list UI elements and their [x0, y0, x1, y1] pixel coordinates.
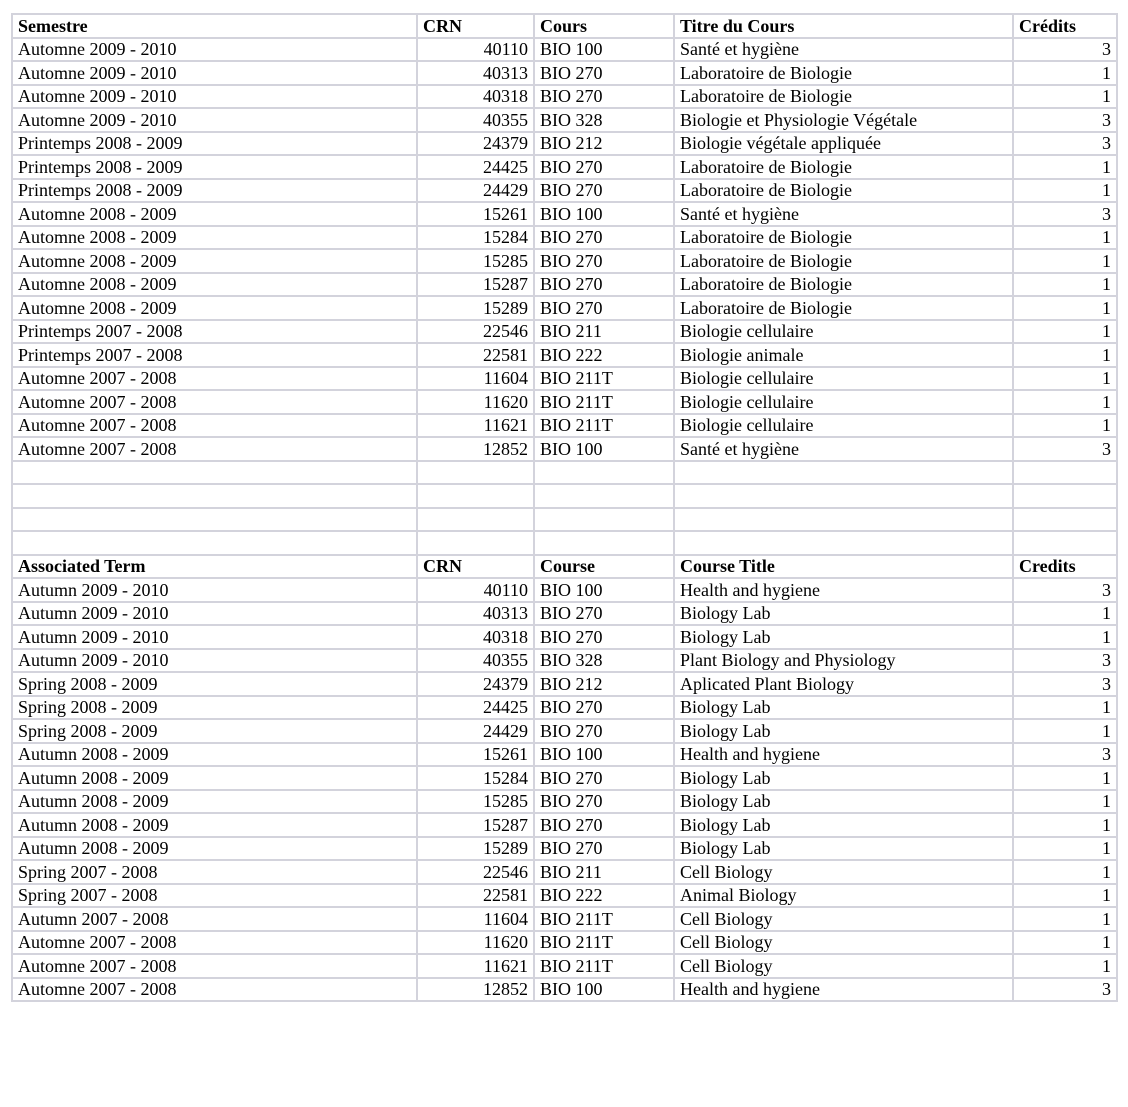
cell-crn[interactable]: 40110: [417, 578, 534, 602]
cell-title[interactable]: Laboratoire de Biologie: [674, 226, 1013, 250]
cell-credits[interactable]: 1: [1013, 343, 1117, 367]
table-row: [12, 249, 1117, 273]
english-header-row: [12, 555, 1117, 579]
table-row: [12, 837, 1117, 861]
cell-crn[interactable]: 15285: [417, 249, 534, 273]
cell-term[interactable]: Automne 2008 - 2009: [12, 226, 417, 250]
cell-course[interactable]: BIO 100: [534, 743, 674, 767]
empty-cell[interactable]: [1013, 531, 1117, 555]
cell-course[interactable]: BIO 270: [534, 790, 674, 814]
cell-crn[interactable]: 40355: [417, 649, 534, 673]
cell-credits[interactable]: 1: [1013, 954, 1117, 978]
table-row: [12, 226, 1117, 250]
cell-course[interactable]: BIO 270: [534, 249, 674, 273]
cell-crn[interactable]: 40318: [417, 625, 534, 649]
empty-cell[interactable]: [417, 461, 534, 485]
empty-cell[interactable]: [12, 531, 417, 555]
cell-term[interactable]: Automne 2007 - 2008: [12, 954, 417, 978]
cell-credits[interactable]: 3: [1013, 108, 1117, 132]
cell-title[interactable]: Health and hygiene: [674, 978, 1013, 1002]
cell-credits[interactable]: 1: [1013, 719, 1117, 743]
header-cell-crn[interactable]: CRN: [417, 14, 534, 38]
cell-course[interactable]: BIO 270: [534, 273, 674, 297]
table-row: [12, 390, 1117, 414]
cell-credits[interactable]: 3: [1013, 132, 1117, 156]
table-row: [12, 61, 1117, 85]
cell-title[interactable]: Biology Lab: [674, 719, 1013, 743]
cell-term[interactable]: Autumn 2007 - 2008: [12, 907, 417, 931]
cell-title[interactable]: Laboratoire de Biologie: [674, 296, 1013, 320]
cell-term[interactable]: Autumn 2008 - 2009: [12, 813, 417, 837]
cell-credits[interactable]: 1: [1013, 766, 1117, 790]
empty-cell[interactable]: [674, 461, 1013, 485]
cell-crn[interactable]: 24379: [417, 672, 534, 696]
cell-credits[interactable]: 1: [1013, 155, 1117, 179]
cell-course[interactable]: BIO 212: [534, 132, 674, 156]
table-row: [12, 931, 1117, 955]
cell-crn[interactable]: 24379: [417, 132, 534, 156]
cell-credits[interactable]: 1: [1013, 837, 1117, 861]
cell-credits[interactable]: 1: [1013, 390, 1117, 414]
table-row: [12, 367, 1117, 391]
header-cell-term[interactable]: Semestre: [12, 14, 417, 38]
cell-crn[interactable]: 12852: [417, 978, 534, 1002]
cell-course[interactable]: BIO 211: [534, 320, 674, 344]
cell-term[interactable]: Spring 2007 - 2008: [12, 884, 417, 908]
cell-course[interactable]: BIO 222: [534, 884, 674, 908]
cell-course[interactable]: BIO 270: [534, 625, 674, 649]
cell-title[interactable]: Laboratoire de Biologie: [674, 155, 1013, 179]
cell-crn[interactable]: 22581: [417, 343, 534, 367]
cell-course[interactable]: BIO 211T: [534, 414, 674, 438]
cell-course[interactable]: BIO 100: [534, 978, 674, 1002]
cell-term[interactable]: Spring 2008 - 2009: [12, 719, 417, 743]
cell-credits[interactable]: 1: [1013, 414, 1117, 438]
empty-cell[interactable]: [674, 531, 1013, 555]
cell-credits[interactable]: 1: [1013, 602, 1117, 626]
header-cell-title[interactable]: Titre du Cours: [674, 14, 1013, 38]
cell-course[interactable]: BIO 100: [534, 437, 674, 461]
cell-crn[interactable]: 12852: [417, 437, 534, 461]
cell-crn[interactable]: 22546: [417, 320, 534, 344]
table-row: [12, 766, 1117, 790]
cell-credits[interactable]: 1: [1013, 179, 1117, 203]
cell-title[interactable]: Health and hygiene: [674, 578, 1013, 602]
cell-course[interactable]: BIO 328: [534, 649, 674, 673]
cell-credits[interactable]: 1: [1013, 790, 1117, 814]
cell-course[interactable]: BIO 270: [534, 696, 674, 720]
cell-course[interactable]: BIO 100: [534, 38, 674, 62]
empty-cell[interactable]: [1013, 484, 1117, 508]
cell-term[interactable]: Printemps 2008 - 2009: [12, 155, 417, 179]
cell-term[interactable]: Automne 2007 - 2008: [12, 978, 417, 1002]
cell-crn[interactable]: 15287: [417, 273, 534, 297]
cell-title[interactable]: Biologie cellulaire: [674, 390, 1013, 414]
cell-course[interactable]: BIO 270: [534, 61, 674, 85]
cell-crn[interactable]: 40355: [417, 108, 534, 132]
cell-credits[interactable]: 3: [1013, 437, 1117, 461]
cell-term[interactable]: Spring 2007 - 2008: [12, 860, 417, 884]
cell-term[interactable]: Printemps 2007 - 2008: [12, 343, 417, 367]
cell-credits[interactable]: 1: [1013, 61, 1117, 85]
cell-title[interactable]: Aplicated Plant Biology: [674, 672, 1013, 696]
cell-course[interactable]: BIO 270: [534, 226, 674, 250]
cell-credits[interactable]: 1: [1013, 249, 1117, 273]
french-header-row: [12, 14, 1117, 38]
table-row: [12, 907, 1117, 931]
empty-cell[interactable]: [1013, 461, 1117, 485]
spreadsheet-body: [12, 14, 1117, 1001]
cell-credits[interactable]: 1: [1013, 273, 1117, 297]
cell-credits[interactable]: 1: [1013, 85, 1117, 109]
empty-cell[interactable]: [534, 461, 674, 485]
cell-course[interactable]: BIO 100: [534, 202, 674, 226]
cell-term[interactable]: Autumn 2009 - 2010: [12, 578, 417, 602]
cell-course[interactable]: BIO 270: [534, 155, 674, 179]
cell-course[interactable]: BIO 211T: [534, 954, 674, 978]
cell-credits[interactable]: 1: [1013, 907, 1117, 931]
cell-title[interactable]: Cell Biology: [674, 860, 1013, 884]
cell-credits[interactable]: 1: [1013, 320, 1117, 344]
cell-title[interactable]: Biology Lab: [674, 602, 1013, 626]
cell-title[interactable]: Biology Lab: [674, 625, 1013, 649]
cell-course[interactable]: BIO 211T: [534, 390, 674, 414]
cell-credits[interactable]: 3: [1013, 978, 1117, 1002]
cell-title[interactable]: Laboratoire de Biologie: [674, 85, 1013, 109]
cell-course[interactable]: BIO 270: [534, 85, 674, 109]
cell-term[interactable]: Automne 2007 - 2008: [12, 414, 417, 438]
cell-crn[interactable]: 40110: [417, 38, 534, 62]
cell-title[interactable]: Biology Lab: [674, 790, 1013, 814]
cell-title[interactable]: Santé et hygiène: [674, 38, 1013, 62]
cell-crn[interactable]: 24425: [417, 696, 534, 720]
cell-crn[interactable]: 24425: [417, 155, 534, 179]
table-row: [12, 860, 1117, 884]
cell-course[interactable]: BIO 211T: [534, 931, 674, 955]
empty-cell[interactable]: [534, 508, 674, 532]
cell-term[interactable]: Autumn 2009 - 2010: [12, 602, 417, 626]
cell-crn[interactable]: 40313: [417, 61, 534, 85]
cell-crn[interactable]: 15289: [417, 296, 534, 320]
cell-term[interactable]: Automne 2007 - 2008: [12, 437, 417, 461]
table-row: [12, 672, 1117, 696]
header-cell-crn[interactable]: CRN: [417, 555, 534, 579]
empty-row: [12, 461, 1117, 485]
empty-cell[interactable]: [534, 484, 674, 508]
cell-title[interactable]: Cell Biology: [674, 931, 1013, 955]
cell-credits[interactable]: 1: [1013, 860, 1117, 884]
cell-title[interactable]: Biology Lab: [674, 766, 1013, 790]
cell-crn[interactable]: 40313: [417, 602, 534, 626]
empty-row: [12, 484, 1117, 508]
table-row: [12, 884, 1117, 908]
cell-course[interactable]: BIO 270: [534, 766, 674, 790]
cell-credits[interactable]: 3: [1013, 202, 1117, 226]
cell-term[interactable]: Automne 2007 - 2008: [12, 931, 417, 955]
cell-credits[interactable]: 3: [1013, 578, 1117, 602]
table-row: [12, 414, 1117, 438]
cell-title[interactable]: Cell Biology: [674, 954, 1013, 978]
cell-crn[interactable]: 15284: [417, 226, 534, 250]
cell-term[interactable]: Automne 2009 - 2010: [12, 85, 417, 109]
cell-title[interactable]: Biologie végétale appliquée: [674, 132, 1013, 156]
table-row: [12, 343, 1117, 367]
cell-term[interactable]: Automne 2008 - 2009: [12, 273, 417, 297]
cell-title[interactable]: Biology Lab: [674, 696, 1013, 720]
cell-title[interactable]: Laboratoire de Biologie: [674, 273, 1013, 297]
table-row: [12, 179, 1117, 203]
cell-credits[interactable]: 1: [1013, 367, 1117, 391]
cell-credits[interactable]: 1: [1013, 931, 1117, 955]
empty-cell[interactable]: [674, 508, 1013, 532]
cell-course[interactable]: BIO 212: [534, 672, 674, 696]
cell-term[interactable]: Automne 2007 - 2008: [12, 367, 417, 391]
cell-course[interactable]: BIO 270: [534, 837, 674, 861]
cell-title[interactable]: Biologie cellulaire: [674, 414, 1013, 438]
table-row: [12, 625, 1117, 649]
cell-credits[interactable]: 3: [1013, 672, 1117, 696]
empty-row: [12, 531, 1117, 555]
cell-course[interactable]: BIO 270: [534, 719, 674, 743]
cell-title[interactable]: Biologie cellulaire: [674, 367, 1013, 391]
table-row: [12, 38, 1117, 62]
table-row: [12, 649, 1117, 673]
cell-credits[interactable]: 1: [1013, 813, 1117, 837]
cell-crn[interactable]: 15285: [417, 790, 534, 814]
cell-credits[interactable]: 3: [1013, 649, 1117, 673]
cell-title[interactable]: Laboratoire de Biologie: [674, 179, 1013, 203]
empty-cell[interactable]: [674, 484, 1013, 508]
header-cell-credits[interactable]: Credits: [1013, 555, 1117, 579]
cell-title[interactable]: Biologie cellulaire: [674, 320, 1013, 344]
cell-crn[interactable]: 15289: [417, 837, 534, 861]
cell-term[interactable]: Printemps 2008 - 2009: [12, 179, 417, 203]
empty-cell[interactable]: [12, 484, 417, 508]
empty-row: [12, 508, 1117, 532]
table-row: [12, 273, 1117, 297]
cell-crn[interactable]: 15261: [417, 743, 534, 767]
cell-crn[interactable]: 11604: [417, 367, 534, 391]
empty-cell[interactable]: [1013, 508, 1117, 532]
cell-credits[interactable]: 1: [1013, 296, 1117, 320]
cell-term[interactable]: Automne 2008 - 2009: [12, 249, 417, 273]
cell-crn[interactable]: 22546: [417, 860, 534, 884]
cell-course[interactable]: BIO 222: [534, 343, 674, 367]
table-row: [12, 743, 1117, 767]
empty-cell[interactable]: [12, 461, 417, 485]
cell-title[interactable]: Laboratoire de Biologie: [674, 61, 1013, 85]
cell-credits[interactable]: 1: [1013, 884, 1117, 908]
cell-course[interactable]: BIO 211: [534, 860, 674, 884]
cell-title[interactable]: Biologie et Physiologie Végétale: [674, 108, 1013, 132]
cell-credits[interactable]: 3: [1013, 743, 1117, 767]
table-row: [12, 696, 1117, 720]
table-row: [12, 790, 1117, 814]
table-row: [12, 132, 1117, 156]
cell-title[interactable]: Biology Lab: [674, 837, 1013, 861]
cell-title[interactable]: Cell Biology: [674, 907, 1013, 931]
cell-term[interactable]: Autumn 2009 - 2010: [12, 649, 417, 673]
table-row: [12, 954, 1117, 978]
cell-title[interactable]: Santé et hygiène: [674, 202, 1013, 226]
cell-title[interactable]: Plant Biology and Physiology: [674, 649, 1013, 673]
cell-course[interactable]: BIO 211T: [534, 907, 674, 931]
spreadsheet-table: [11, 13, 1118, 1002]
cell-title[interactable]: Laboratoire de Biologie: [674, 249, 1013, 273]
table-row: [12, 719, 1117, 743]
cell-term[interactable]: Spring 2008 - 2009: [12, 696, 417, 720]
table-row: [12, 437, 1117, 461]
cell-term[interactable]: Autumn 2008 - 2009: [12, 790, 417, 814]
cell-crn[interactable]: 11621: [417, 954, 534, 978]
cell-term[interactable]: Printemps 2007 - 2008: [12, 320, 417, 344]
cell-term[interactable]: Automne 2008 - 2009: [12, 202, 417, 226]
cell-title[interactable]: Biologie animale: [674, 343, 1013, 367]
empty-cell[interactable]: [534, 531, 674, 555]
cell-crn[interactable]: 40318: [417, 85, 534, 109]
cell-term[interactable]: Automne 2008 - 2009: [12, 296, 417, 320]
cell-course[interactable]: BIO 211T: [534, 367, 674, 391]
cell-title[interactable]: Santé et hygiène: [674, 437, 1013, 461]
cell-course[interactable]: BIO 100: [534, 578, 674, 602]
cell-crn[interactable]: 22581: [417, 884, 534, 908]
header-cell-credits[interactable]: Crédits: [1013, 14, 1117, 38]
cell-course[interactable]: BIO 270: [534, 813, 674, 837]
cell-term[interactable]: Automne 2009 - 2010: [12, 61, 417, 85]
cell-term[interactable]: Autumn 2008 - 2009: [12, 743, 417, 767]
cell-course[interactable]: BIO 270: [534, 296, 674, 320]
cell-credits[interactable]: 1: [1013, 696, 1117, 720]
cell-crn[interactable]: 11604: [417, 907, 534, 931]
cell-course[interactable]: BIO 270: [534, 602, 674, 626]
empty-cell[interactable]: [417, 508, 534, 532]
table-row: [12, 978, 1117, 1002]
table-row: [12, 320, 1117, 344]
cell-title[interactable]: Biology Lab: [674, 813, 1013, 837]
cell-crn[interactable]: 15287: [417, 813, 534, 837]
cell-title[interactable]: Animal Biology: [674, 884, 1013, 908]
empty-cell[interactable]: [417, 531, 534, 555]
table-row: [12, 813, 1117, 837]
cell-credits[interactable]: 1: [1013, 226, 1117, 250]
table-row: [12, 578, 1117, 602]
cell-crn[interactable]: 11621: [417, 414, 534, 438]
header-cell-course[interactable]: Course: [534, 555, 674, 579]
table-row: [12, 85, 1117, 109]
header-cell-term[interactable]: Associated Term: [12, 555, 417, 579]
cell-crn[interactable]: 15261: [417, 202, 534, 226]
table-row: [12, 202, 1117, 226]
header-cell-title[interactable]: Course Title: [674, 555, 1013, 579]
cell-term[interactable]: Automne 2007 - 2008: [12, 390, 417, 414]
table-row: [12, 108, 1117, 132]
cell-term[interactable]: Printemps 2008 - 2009: [12, 132, 417, 156]
cell-crn[interactable]: 15284: [417, 766, 534, 790]
header-cell-course[interactable]: Cours: [534, 14, 674, 38]
cell-course[interactable]: BIO 270: [534, 179, 674, 203]
cell-term[interactable]: Autumn 2008 - 2009: [12, 837, 417, 861]
cell-term[interactable]: Automne 2009 - 2010: [12, 108, 417, 132]
cell-credits[interactable]: 3: [1013, 38, 1117, 62]
table-row: [12, 602, 1117, 626]
cell-term[interactable]: Spring 2008 - 2009: [12, 672, 417, 696]
cell-term[interactable]: Automne 2009 - 2010: [12, 38, 417, 62]
cell-term[interactable]: Autumn 2009 - 2010: [12, 625, 417, 649]
table-row: [12, 296, 1117, 320]
cell-course[interactable]: BIO 328: [534, 108, 674, 132]
cell-credits[interactable]: 1: [1013, 625, 1117, 649]
cell-crn[interactable]: 11620: [417, 931, 534, 955]
cell-crn[interactable]: 24429: [417, 719, 534, 743]
table-row: [12, 155, 1117, 179]
cell-title[interactable]: Health and hygiene: [674, 743, 1013, 767]
empty-cell[interactable]: [417, 484, 534, 508]
empty-cell[interactable]: [12, 508, 417, 532]
cell-crn[interactable]: 11620: [417, 390, 534, 414]
cell-term[interactable]: Autumn 2008 - 2009: [12, 766, 417, 790]
cell-crn[interactable]: 24429: [417, 179, 534, 203]
